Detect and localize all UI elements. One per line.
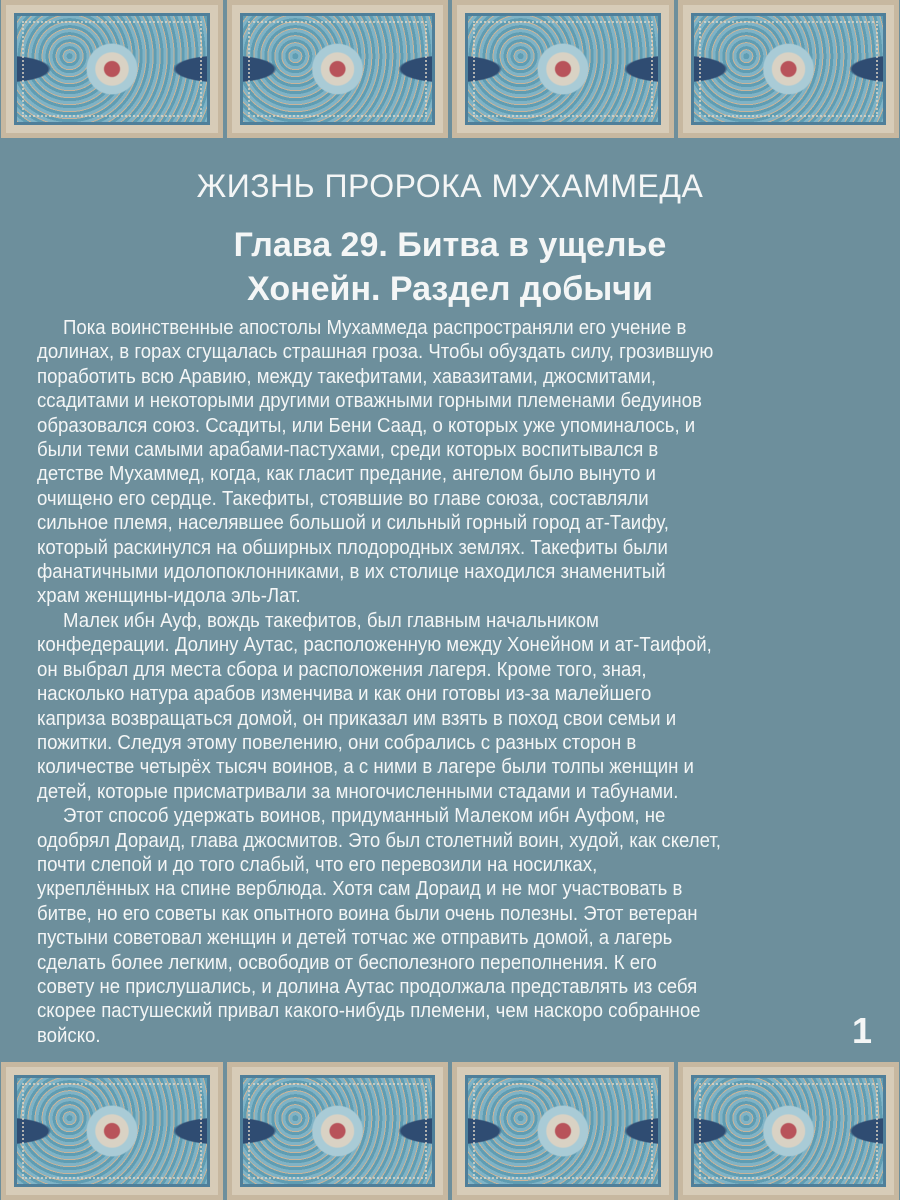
- text-line: образовался союз. Ссадиты, или Бени Саад, о которых уже упоминалось, и: [37, 414, 696, 437]
- carpet-image: [678, 1062, 900, 1200]
- carpet-image: [1, 1062, 223, 1200]
- text-line: скорее пастушеский привал какого-нибудь племени, чем наскоро собранное: [37, 1000, 701, 1023]
- text-line: пожитки. Следуя этому повелению, они собрались с разных сторон в: [37, 731, 637, 754]
- text-line: конфедерации. Долину Аутас, расположенную между Хонейном и ат-Таифой,: [37, 634, 712, 657]
- page-number: 1: [852, 1010, 873, 1051]
- text-line: сильное племя, населявшее большой и сильный горный город ат-Таифу,: [37, 512, 669, 535]
- book-title: ЖИЗНЬ ПРОРОКА МУХАММЕДА: [196, 168, 704, 204]
- text-line: фанатичными идолопоклонниками, в их столице находился знаменитый: [37, 561, 666, 584]
- carpet-image: [678, 0, 900, 138]
- text-line: почти слепой и до того слабый, что его перевозили на носилках,: [37, 853, 598, 876]
- carpet-image: [1, 0, 223, 138]
- text-line: он выбрал для места сбора и расположения лагеря. Кроме того, зная,: [37, 658, 647, 681]
- text-line: Пока воинственные апостолы Мухаммеда распространяли его учение в: [63, 317, 687, 339]
- text-line: храм женщины-идола эль-Лат.: [37, 585, 301, 608]
- chapter-body: [37, 316, 867, 1048]
- text-line: детей, которые присматривали за многочисленными стадами и табунами.: [37, 780, 679, 803]
- text-line: поработить всю Аравию, между такефитами, хавазитами, джосмитами,: [37, 365, 657, 388]
- text-line: войско.: [37, 1024, 101, 1047]
- chapter-title-line-2: Хонейн. Раздел добычи: [247, 270, 653, 308]
- chapter-title-line-1: Глава 29. Битва в ущелье: [233, 226, 667, 264]
- text-line: были теми самыми арабами-пастухами, среди которых воспитывался в: [37, 439, 659, 462]
- paragraph: [37, 316, 867, 609]
- text-line: сделать более легким, освободив от бесполезного переполнения. К его: [37, 951, 657, 974]
- carpet-image: [452, 0, 674, 138]
- text-line: ссадитами и некоторыми другими отважными горными племенами бедуинов: [37, 390, 702, 413]
- text-line: битве, но его советы как опытного воина были очень полезны. Этот ветеран: [37, 902, 698, 925]
- text-line: который раскинулся на обширных плодородных землях. Такефиты были: [37, 536, 668, 559]
- text-line: Этот способ удержать воинов, придуманный Малеком ибн Ауфом, не: [63, 805, 666, 828]
- paragraph: [37, 609, 867, 804]
- text-line: долинах, в горах сгущалась страшная гроза. Чтобы обуздать силу, грозившую: [37, 341, 714, 364]
- text-line: количестве четырёх тысяч воинов, а с ними в лагере были толпы женщин и: [37, 756, 694, 779]
- text-line: насколько натура арабов изменчива и как они готовы из-за малейшего: [37, 683, 652, 706]
- text-line: Малек ибн Ауф, вождь такефитов, был главным начальником: [63, 609, 599, 632]
- paragraph: [37, 804, 867, 1048]
- carpet-image: [227, 0, 449, 138]
- carpet-image: [452, 1062, 674, 1200]
- text-line: детстве Мухаммед, когда, как гласит предание, ангелом было вынуто и: [37, 463, 656, 486]
- text-line: пустыни советовал женщин и детей тотчас же отправить домой, а лагерь: [37, 927, 673, 950]
- text-line: каприза возвращаться домой, он приказал им взять в поход свои семьи и: [37, 707, 677, 730]
- carpet-banner-bottom: [0, 1062, 900, 1200]
- text-line: одобрял Дораид, глава джосмитов. Это был столетний воин, худой, как скелет,: [37, 829, 721, 852]
- text-line: укреплённых на спине верблюда. Хотя сам Дораид и не мог участвовать в: [37, 878, 683, 901]
- text-line: совету не прислушались, и долина Аутас продолжала представлять из себя: [37, 975, 698, 998]
- carpet-image: [227, 1062, 449, 1200]
- text-line: очищено его сердце. Такефиты, стоявшие во главе союза, составляли: [37, 487, 649, 510]
- carpet-banner-top: [0, 0, 900, 138]
